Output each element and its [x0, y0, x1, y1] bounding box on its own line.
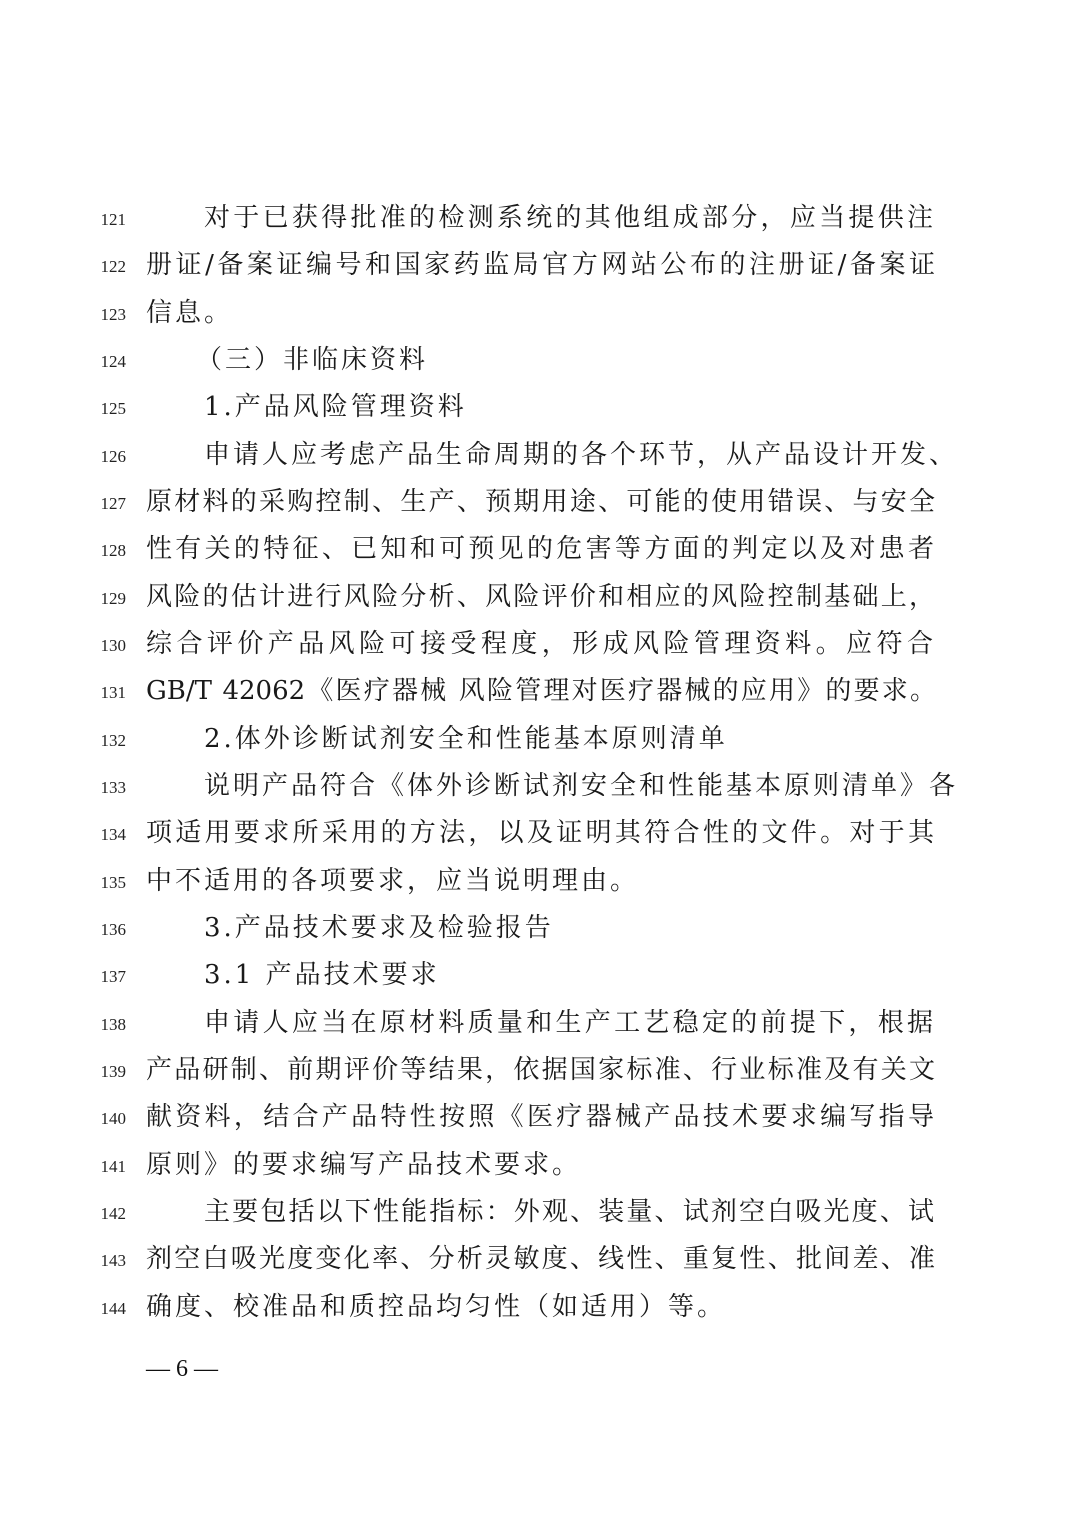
- subsection-heading: 2.体外诊断试剂安全和性能基本原则清单: [204, 724, 728, 754]
- line-number: 142: [100, 1204, 126, 1223]
- paragraph-line: 申请人应当在原材料质量和生产工艺稳定的前提下，根据: [204, 1008, 936, 1038]
- line-134: [0, 813, 1080, 860]
- line-number: 123: [100, 305, 126, 324]
- subsection-heading: 3.1 产品技术要求: [204, 960, 440, 990]
- line-122: [0, 245, 1080, 292]
- line-132: [0, 719, 1080, 766]
- line-129: [0, 577, 1080, 624]
- line-number: 136: [100, 920, 126, 939]
- line-143: [0, 1239, 1080, 1286]
- line-number: 144: [100, 1299, 126, 1318]
- line-number: 131: [100, 683, 126, 702]
- line-128: [0, 529, 1080, 576]
- line-131: [0, 671, 1080, 718]
- page-number: — 6 —: [146, 1356, 218, 1382]
- paragraph-line: 项适用要求所采用的方法，以及证明其符合性的文件。对于其: [146, 818, 936, 848]
- subsection-heading: 3.产品技术要求及检验报告: [204, 913, 554, 943]
- line-133: [0, 766, 1080, 813]
- paragraph-line: 册证/备案证编号和国家药监局官方网站公布的注册证/备案证: [146, 250, 936, 280]
- line-number: 141: [100, 1157, 126, 1176]
- line-number: 134: [100, 825, 126, 844]
- line-number: 129: [100, 589, 126, 608]
- paragraph-line: 风险的估计进行风险分析、风险评价和相应的风险控制基础上，: [146, 582, 936, 612]
- line-number: 139: [100, 1062, 126, 1081]
- paragraph-line: 性有关的特征、已知和可预见的危害等方面的判定以及对患者: [146, 534, 936, 564]
- line-127: [0, 482, 1080, 529]
- line-number: 143: [100, 1251, 126, 1270]
- line-121: [0, 198, 1080, 245]
- paragraph-line: 原材料的采购控制、生产、预期用途、可能的使用错误、与安全: [146, 487, 936, 517]
- line-141: [0, 1145, 1080, 1192]
- paragraph-line: 主要包括以下性能指标：外观、装量、试剂空白吸光度、试: [204, 1197, 936, 1227]
- line-144: [0, 1287, 1080, 1334]
- subsection-heading: 1.产品风险管理资料: [204, 392, 467, 422]
- line-123: [0, 293, 1080, 340]
- line-number: 137: [100, 967, 126, 986]
- line-number: 135: [100, 873, 126, 892]
- line-number: 133: [100, 778, 126, 797]
- paragraph-line: 申请人应考虑产品生命周期的各个环节，从产品设计开发、: [204, 440, 959, 470]
- line-130: [0, 624, 1080, 671]
- paragraph-line: 对于已获得批准的检测系统的其他组成部分，应当提供注: [204, 203, 936, 233]
- line-number: 128: [100, 541, 126, 560]
- line-number: 132: [100, 731, 126, 750]
- line-number: 121: [100, 210, 126, 229]
- paragraph-line: 综合评价产品风险可接受程度，形成风险管理资料。应符合: [146, 629, 936, 659]
- line-139: [0, 1050, 1080, 1097]
- line-136: [0, 908, 1080, 955]
- paragraph-line: 确度、校准品和质控品均匀性（如适用）等。: [146, 1292, 727, 1322]
- paragraph-line: 中不适用的各项要求，应当说明理由。: [146, 866, 640, 896]
- line-number: 126: [100, 447, 126, 466]
- line-138: [0, 1003, 1080, 1050]
- paragraph-line: 信息。: [146, 298, 234, 328]
- section-heading: （三）非临床资料: [196, 345, 429, 375]
- paragraph-line: GB/T 42062《医疗器械 风险管理对医疗器械的应用》的要求。: [146, 676, 936, 706]
- line-number: 140: [100, 1109, 126, 1128]
- line-137: [0, 955, 1080, 1002]
- line-number: 125: [100, 399, 126, 418]
- line-number: 127: [100, 494, 126, 513]
- paragraph-line: 剂空白吸光度变化率、分析灵敏度、线性、重复性、批间差、准: [146, 1244, 936, 1274]
- line-142: [0, 1192, 1080, 1239]
- line-135: [0, 861, 1080, 908]
- line-number: 138: [100, 1015, 126, 1034]
- line-124: [0, 340, 1080, 387]
- paragraph-line: 产品研制、前期评价等结果，依据国家标准、行业标准及有关文: [146, 1055, 936, 1085]
- paragraph-line: 原则》的要求编写产品技术要求。: [146, 1150, 582, 1180]
- paragraph-line: 献资料，结合产品特性按照《医疗器械产品技术要求编写指导: [146, 1102, 936, 1132]
- line-140: [0, 1097, 1080, 1144]
- line-number: 130: [100, 636, 126, 655]
- line-125: [0, 387, 1080, 434]
- line-number: 122: [100, 257, 126, 276]
- line-126: [0, 435, 1080, 482]
- line-number: 124: [100, 352, 126, 371]
- paragraph-line: 说明产品符合《体外诊断试剂安全和性能基本原则清单》各: [204, 771, 959, 801]
